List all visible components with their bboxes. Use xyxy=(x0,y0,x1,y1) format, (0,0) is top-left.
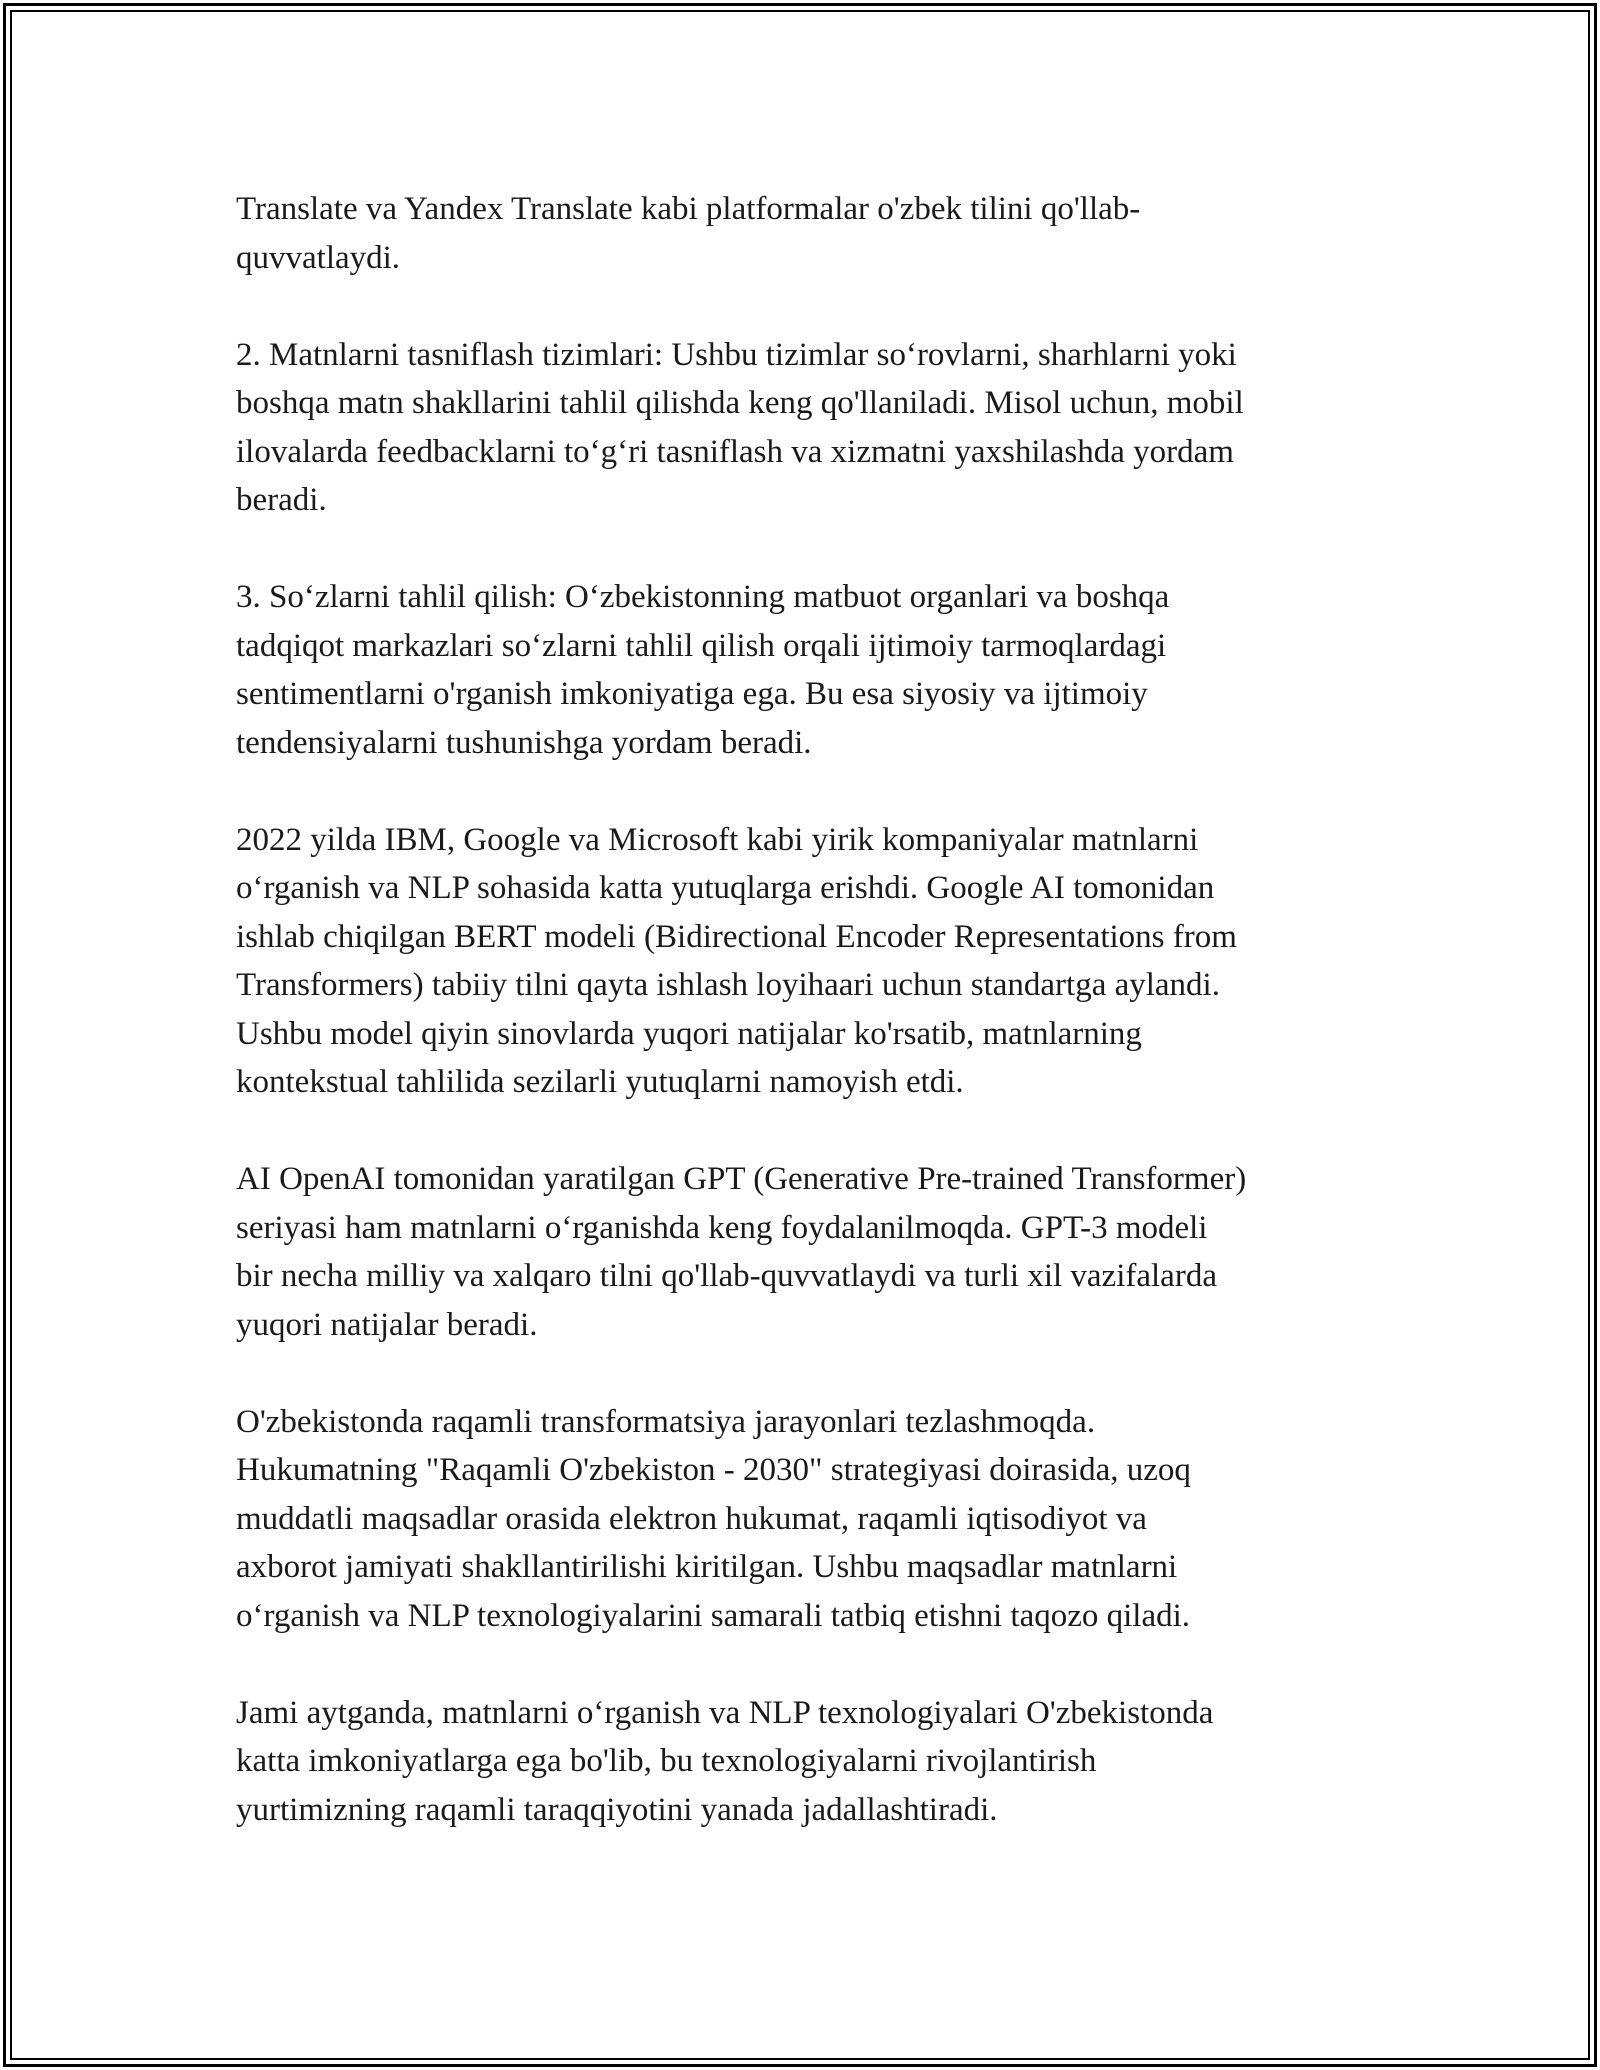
paragraph-conclusion: Jami aytganda, matnlarni o‘rganish va NLP texnologiyalari O'zbekistonda katta imkoniyatlarga ega bo'lib, bu texnologiyalarni rivojlantirish yurtimizning raqamli taraqqiyotini yanada jadallashtiradi. xyxy=(236,1694,1214,1828)
paragraph-bert-2022: 2022 yilda IBM, Google va Microsoft kabi yirik kompaniyalar matnlarni o‘rganish va NLP sohasida katta yutuqlarga erishdi. Google AI tomonidan ishlab chiqilgan BERT modeli (Bidirectional Encoder Representations from Transformers) tabiiy tilni qayta ishlash loyihaari uchun standartga aylandi. Ushbu model qiyin sinovlarda yuqori natijalar ko'rsatib, matnlarning kontekstual tahlilida sezilarli yutuqlarni namoyish etdi. xyxy=(236,821,1237,1100)
paragraph-digital-uzbekistan: O'zbekistonda raqamli transformatsiya jarayonlari tezlashmoqda. Hukumatning "Raqamli O'zbekiston - 2030" strategiyasi doirasida, uzoq muddatli maqsadlar orasida elektron hukumat, raqamli iqtisodiyot va axborot jamiyati shakllantirilishi kiritilgan. Ushbu maqsadlar matnlarni o‘rganish va NLP texnologiyalarini samarali tatbiq etishni taqozo qiladi. xyxy=(236,1403,1191,1634)
paragraph-text-classification: 2. Matnlarni tasniflash tizimlari: Ushbu tizimlar so‘rovlarni, sharhlarni yoki boshqa matn shakllarini tahlil qilishda keng qo'llaniladi. Misol uchun, mobil ilovalarda feedbacklarni to‘g‘ri tasniflash va xizmatni yaxshilashda yordam beradi. xyxy=(236,336,1244,518)
document-body xyxy=(236,185,1386,1883)
paragraph-openai-gpt: AI OpenAI tomonidan yaratilgan GPT (Generative Pre-trained Transformer) seriyasi ham matnlarni o‘rganishda keng foydalanilmoqda. GPT-3 modeli bir necha milliy va xalqaro tilni qo'llab-quvvatlaydi va turli xil vazifalarda yuqori natijalar beradi. xyxy=(236,1161,1247,1343)
paragraph-word-analysis: 3. So‘zlarni tahlil qilish: O‘zbekistonning matbuot organlari va boshqa tadqiqot markazlari so‘zlarni tahlil qilish orqali ijtimoiy tarmoqlardagi sentimentlarni o'rganish imkoniyatiga ega. Bu esa siyosiy va ijtimoiy tendensiyalarni tushunishga yordam beradi. xyxy=(236,579,1170,761)
paragraph-translate-platforms: Translate va Yandex Translate kabi platformalar o'zbek tilini qo'llab- quvvatlaydi. xyxy=(236,191,1141,276)
